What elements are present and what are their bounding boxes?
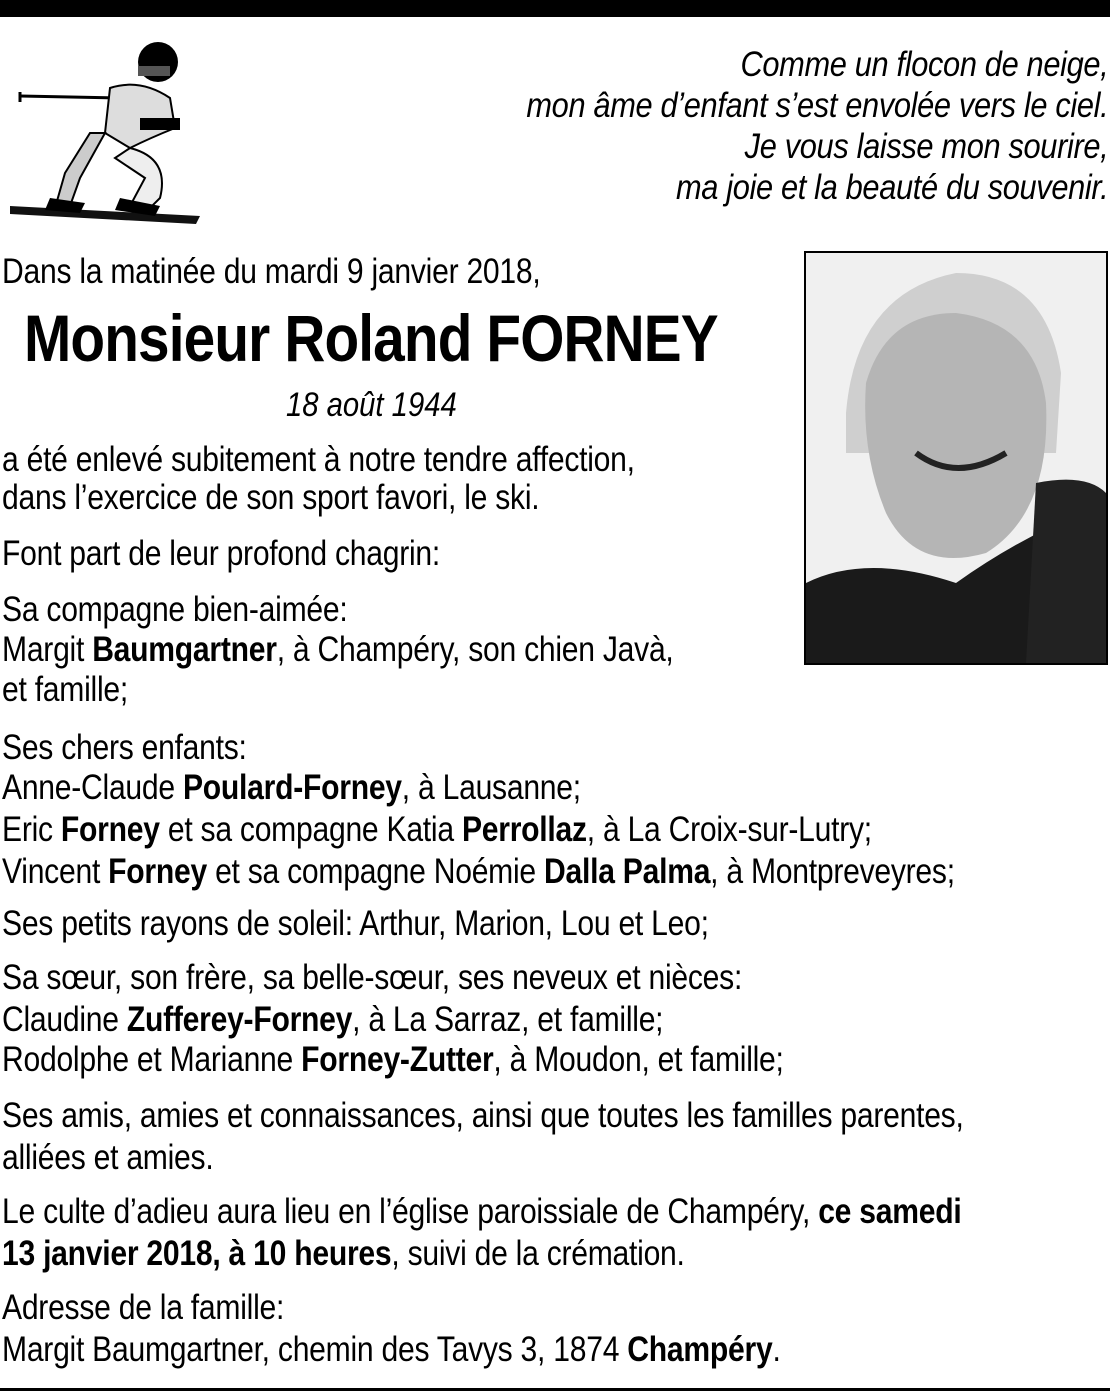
- friends-line: alliées et amies.: [2, 1138, 214, 1177]
- sibling-line: Claudine Zufferey-Forney, à La Sarraz, et famille;: [2, 1000, 664, 1039]
- intro-line: Dans la matinée du mardi 9 janvier 2018,: [2, 252, 541, 291]
- bottom-rule: [0, 1388, 1110, 1391]
- partner-line: Margit Baumgartner, à Champéry, son chien Javà,: [2, 630, 674, 669]
- child-line: Eric Forney et sa compagne Katia Perrollaz, à La Croix-sur-Lutry;: [2, 810, 872, 849]
- ceremony-line: 13 janvier 2018, à 10 heures, suivi de la crémation.: [2, 1234, 685, 1273]
- top-rule: [0, 0, 1110, 17]
- death-text-line: a été enlevé subitement à notre tendre affection,: [2, 440, 635, 479]
- sibling-line: Rodolphe et Marianne Forney-Zutter, à Moudon, et famille;: [2, 1040, 784, 1079]
- skier-illustration: [10, 38, 202, 232]
- child-line: Vincent Forney et sa compagne Noémie Dalla Palma, à Montpreveyres;: [2, 852, 955, 891]
- address-heading: Adresse de la famille:: [2, 1288, 285, 1327]
- siblings-heading: Sa sœur, son frère, sa belle-sœur, ses neveux et nièces:: [2, 958, 743, 997]
- address-line: Margit Baumgartner, chemin des Tavys 3, 1874 Champéry.: [2, 1330, 781, 1369]
- partner-family-line: et famille;: [2, 670, 128, 709]
- children-heading: Ses chers enfants:: [2, 728, 247, 767]
- poem-line: Comme un flocon de neige,: [740, 45, 1108, 84]
- portrait-photo: [804, 251, 1108, 665]
- deceased-name: Monsieur Roland FORNEY: [24, 301, 718, 375]
- grandchildren-line: Ses petits rayons de soleil: Arthur, Marion, Lou et Leo;: [2, 904, 709, 943]
- child-line: Anne-Claude Poulard-Forney, à Lausanne;: [2, 768, 581, 807]
- announce-line: Font part de leur profond chagrin:: [2, 534, 440, 573]
- ceremony-line: Le culte d’adieu aura lieu en l’église paroissiale de Champéry, ce samedi: [2, 1192, 962, 1231]
- poem-line: mon âme d’enfant s’est envolée vers le ciel.: [525, 86, 1108, 125]
- poem-line: Je vous laisse mon sourire,: [744, 127, 1108, 166]
- birth-date: 18 août 1944: [286, 386, 457, 424]
- poem: [526, 44, 1108, 208]
- partner-heading: Sa compagne bien-aimée:: [2, 590, 348, 629]
- friends-line: Ses amis, amies et connaissances, ainsi que toutes les familles parentes,: [2, 1096, 964, 1135]
- poem-line: ma joie et la beauté du souvenir.: [675, 168, 1108, 207]
- death-text-line: dans l’exercice de son sport favori, le ski.: [2, 478, 540, 517]
